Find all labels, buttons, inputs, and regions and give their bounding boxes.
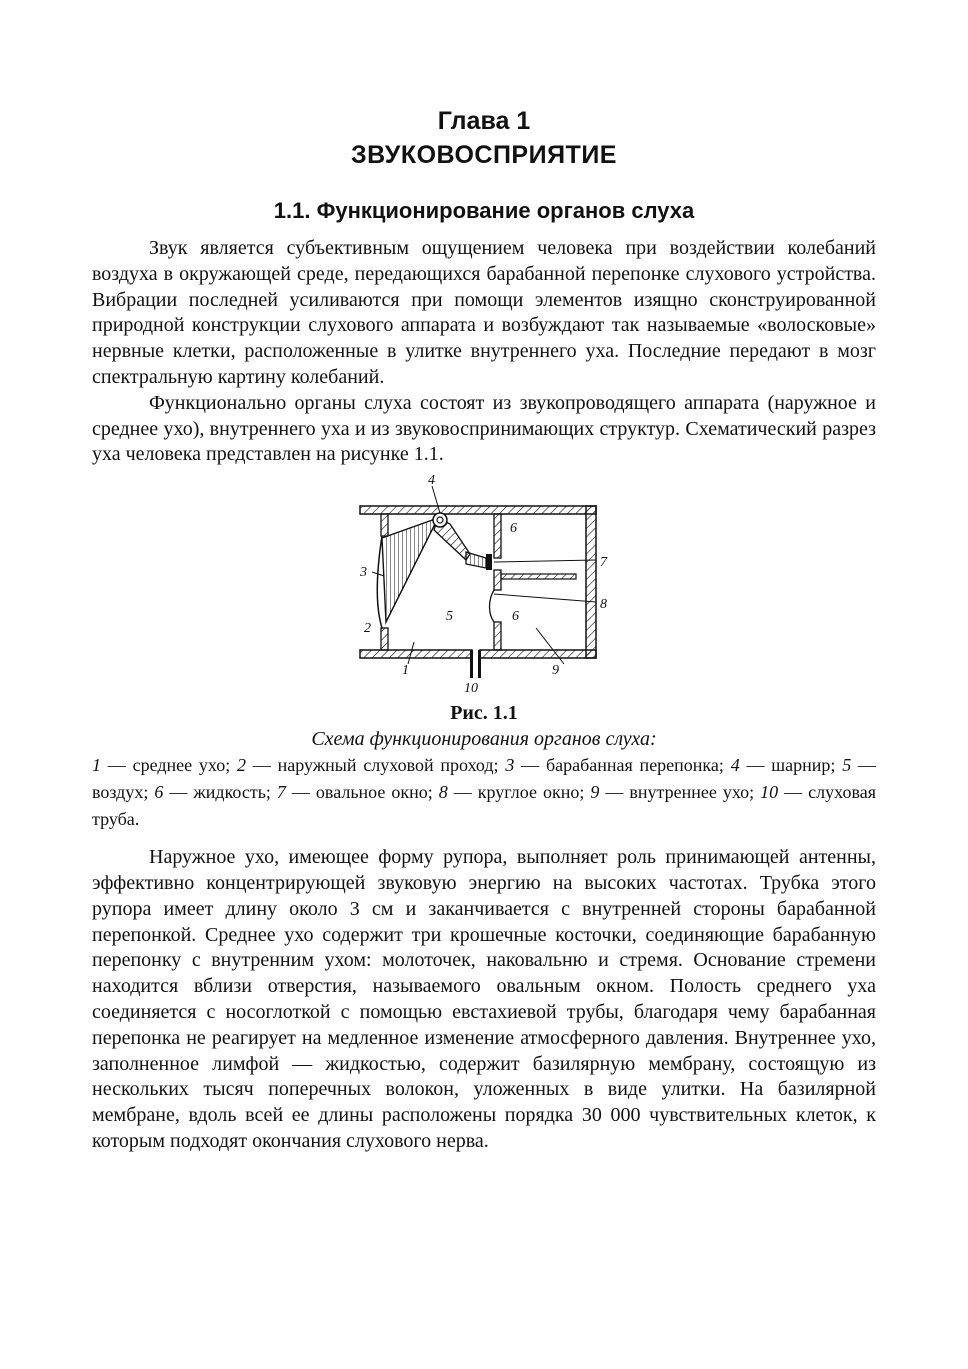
diagram-label-4: 4 — [428, 473, 435, 489]
diagram-label-7: 7 — [600, 555, 607, 571]
figure-legend — [92, 752, 876, 833]
chapter-heading — [92, 104, 876, 172]
bottom-wall-right — [480, 650, 596, 658]
paragraph-3: Наружное ухо, имеющее форму рупора, выполняет роль принимающей антенны, эффективно концентрирующей звуковую энергию на высоких частотах. Трубка этого рупора имеет длину около 3 см и заканчивается с внутренней стороны барабанной перепонкой. Среднее ухо содержит три крошечные косточки, соединяющие барабанную перепонку с внутренним ухом: молоточек, наковальню и стремя. Основание стремени находится вблизи отверстия, называемого овальным окном. Полость среднего уха соединяется с носоглоткой с помощью евстахиевой трубы, благодаря чему барабанная перепонка не реагирует на медленное изменение атмосферного давления. Внутреннее ухо, заполненное лимфой — жидкостью, содержит базилярную мембрану, состоящую из нескольких тысяч поперечных волокон, уложенных в виде улитки. На базилярной мембране, вдоль всей ее длины расположены порядка 30 000 чувствительных клеток, к которым подходят окончания слухового нерва. — [92, 846, 876, 1152]
paragraph-1: Звук является субъективным ощущением человека при воздействии колебаний воздуха в окружающей среде, передающихся барабанной перепонке слухового устройства. Вибрации последней усиливаются при помощи элементов изящно сконструированной природной конструкции слухового аппарата и возбуждают так называемые «волосковые» нервные клетки, расположенные в улитке внутреннего уха. Последние передают в мозг спектральную картину колебаний. — [92, 237, 876, 388]
legend-text-10: — слуховая труба. — [92, 782, 876, 830]
legend-num-8: 8 — [438, 782, 448, 803]
legend-text-8: — круглое окно; — [447, 782, 591, 803]
legend-text-5: — воздух; — [92, 755, 876, 803]
section-title: 1.1. Функционирование органов слуха — [273, 198, 695, 223]
paragraph-2: Функционально органы слуха состоят из звукопроводящего аппарата (наружное и среднее ухо), внутреннего уха и из звуковоспринимающих структур. Схематический разрез уха человека представлен на рисунке 1.1. — [92, 391, 876, 466]
page — [92, 0, 876, 1155]
legend-num-6: 6 — [154, 782, 164, 803]
legend-num-9: 9 — [590, 782, 600, 803]
right-wall — [586, 506, 596, 658]
diagram-label-6-bottom: 6 — [512, 609, 519, 625]
figure-label: Рис. 1.1 — [450, 702, 518, 725]
legend-num-7: 7 — [276, 782, 286, 803]
partition-bottom — [494, 622, 501, 650]
round-window — [490, 590, 495, 622]
legend-text-6: — жидкость; — [163, 782, 277, 803]
legend-text-7: — овальное окно; — [285, 782, 439, 803]
figure-title: Схема функционирования органов слуха: — [311, 728, 657, 751]
legend-text-2: — наружный слуховой проход; — [246, 755, 506, 776]
legend-num-2: 2 — [237, 755, 246, 776]
partition-middle — [494, 570, 501, 590]
stirrup — [466, 552, 486, 568]
diagram-label-5: 5 — [446, 609, 453, 625]
legend-text-4: — шарнир; — [739, 755, 843, 776]
diagram-label-8: 8 — [600, 597, 607, 613]
legend-text-9: — внутреннее ухо; — [599, 782, 761, 803]
legend-num-1: 1 — [92, 755, 101, 776]
legend-text-1: — среднее ухо; — [101, 755, 237, 776]
bottom-wall-left — [360, 650, 472, 658]
diagram-label-10: 10 — [464, 681, 478, 695]
eustachian-tube-right — [478, 650, 481, 678]
basilar-membrane — [501, 574, 576, 579]
ear-diagram-figure — [92, 468, 876, 700]
top-wall — [360, 506, 596, 514]
diagram-label-1: 1 — [402, 663, 409, 679]
canal-stub-bottom — [381, 628, 388, 650]
legend-num-10: 10 — [760, 782, 779, 803]
legend-text-3: — барабанная перепонка; — [514, 755, 731, 776]
legend-num-3: 3 — [505, 755, 515, 776]
legend-num-5: 5 — [842, 755, 852, 776]
eardrum — [377, 536, 382, 628]
ear-diagram — [354, 472, 616, 694]
diagram-label-9: 9 — [552, 663, 559, 679]
hammer — [382, 518, 438, 622]
legend-num-4: 4 — [730, 755, 740, 776]
oval-window — [486, 554, 492, 570]
diagram-label-6-top: 6 — [510, 521, 517, 537]
diagram-label-3: 3 — [360, 565, 367, 581]
eustachian-tube-left — [470, 650, 473, 678]
partition-top — [494, 514, 501, 558]
chapter-number: Глава 1 — [437, 107, 531, 135]
chapter-title: ЗВУКОВОСПРИЯТИЕ — [351, 141, 617, 169]
diagram-label-2: 2 — [364, 621, 371, 637]
canal-stub-top — [381, 514, 388, 536]
